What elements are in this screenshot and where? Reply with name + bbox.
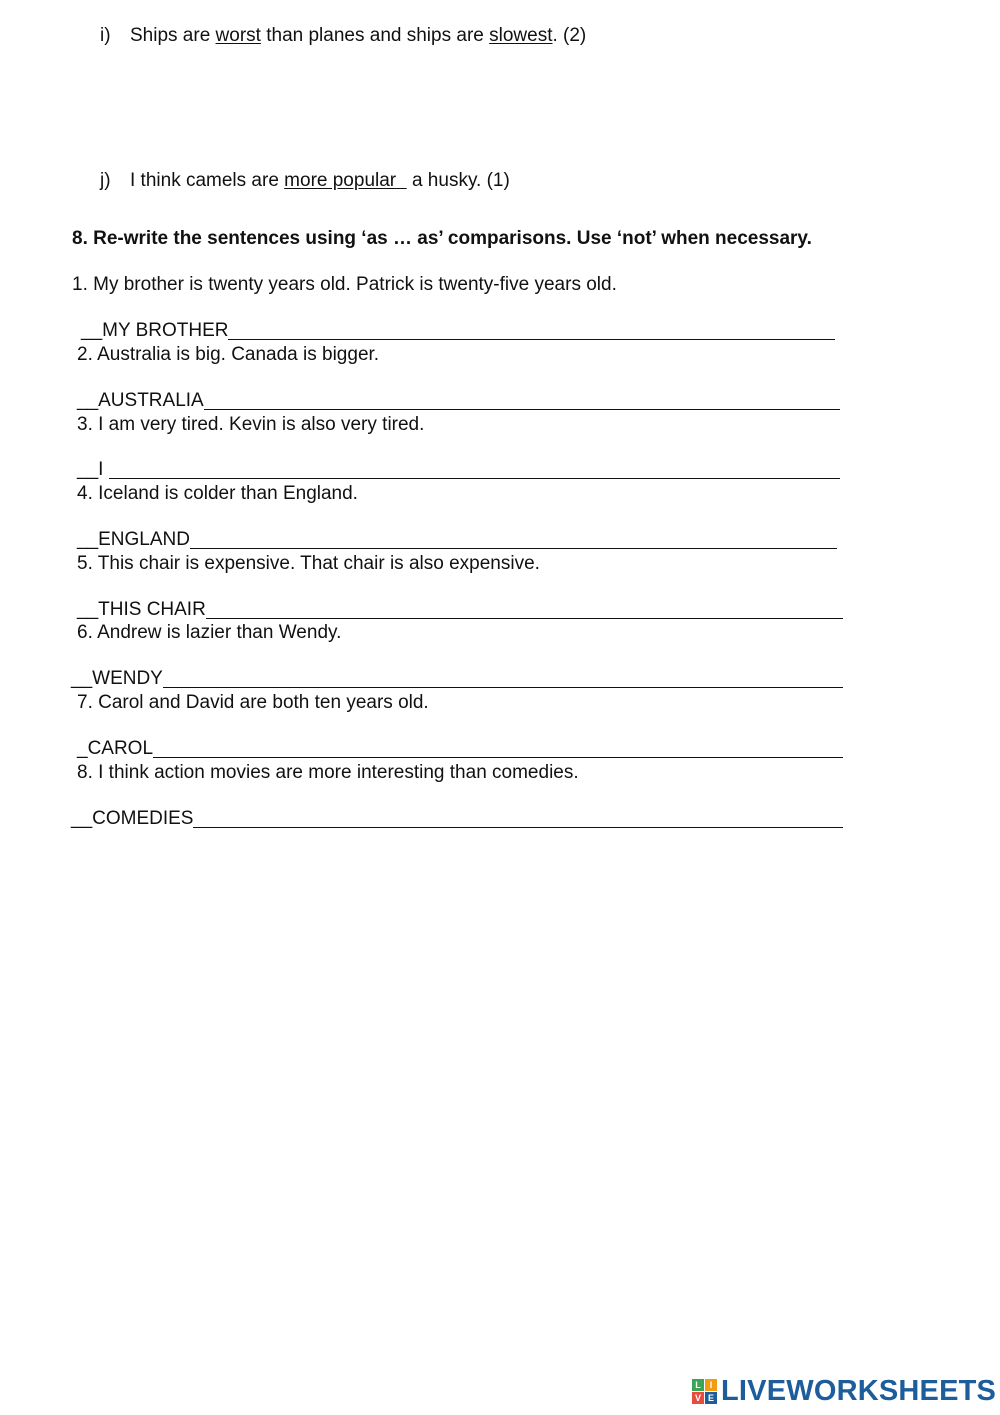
answer-input-4[interactable] — [194, 529, 841, 549]
answer-input-3[interactable] — [113, 459, 844, 479]
item-letter: j) — [100, 170, 111, 191]
exercise-heading: 8. Re-write the sentences using ‘as … as’ comparisons. Use ‘not’ when necessary. — [72, 228, 812, 249]
answer-starter: __AUSTRALIA — [77, 390, 204, 411]
item-points: . (2) — [552, 25, 587, 46]
answer-input-2[interactable] — [208, 390, 844, 410]
underlined-blank — [396, 170, 407, 191]
answer-blank — [153, 738, 843, 760]
answer-starter: __WENDY — [71, 668, 163, 689]
answer-row-2 — [77, 390, 840, 412]
item-text: I think camels are — [130, 170, 285, 191]
underlined-word: worst — [215, 25, 261, 46]
answer-row-6 — [71, 668, 843, 690]
item-i — [100, 25, 586, 47]
answer-input-1[interactable] — [232, 320, 839, 340]
underlined-word: more popular — [284, 170, 397, 191]
item-text: Ships are — [130, 25, 216, 46]
answer-row-3 — [77, 459, 840, 481]
prompt-5: 5. This chair is expensive. That chair is also expensive. — [77, 553, 540, 574]
answer-input-7[interactable] — [157, 738, 847, 758]
answer-input-5[interactable] — [210, 599, 847, 619]
prompt-2: 2. Australia is big. Canada is bigger. — [77, 344, 380, 365]
answer-blank — [228, 320, 835, 342]
logo-tile: I — [705, 1379, 717, 1391]
prompt-8: 8. I think action movies are more interesting than comedies. — [77, 762, 579, 783]
answer-starter: __ENGLAND — [77, 529, 190, 550]
logo-text: LIVEWORKSHEETS — [721, 1374, 997, 1407]
answer-starter: _CAROL — [77, 738, 154, 759]
answer-blank — [163, 668, 843, 690]
underlined-word: slowest — [489, 25, 553, 46]
answer-row-1 — [81, 320, 835, 342]
item-points: a husky. (1) — [406, 170, 510, 191]
liveworksheets-logo — [692, 1376, 996, 1406]
item-j — [100, 170, 510, 192]
answer-blank — [206, 599, 843, 621]
prompt-4: 4. Iceland is colder than England. — [77, 483, 358, 504]
answer-blank — [109, 459, 840, 481]
logo-tile: E — [705, 1392, 717, 1404]
item-letter: i) — [100, 25, 111, 46]
answer-row-5 — [77, 599, 843, 621]
answer-starter: __THIS CHAIR — [77, 599, 206, 620]
answer-row-7 — [77, 738, 843, 760]
answer-starter: __I — [77, 459, 109, 480]
prompt-6: 6. Andrew is lazier than Wendy. — [77, 622, 342, 643]
prompt-7: 7. Carol and David are both ten years old. — [77, 692, 429, 713]
answer-input-8[interactable] — [197, 808, 847, 828]
answer-row-8 — [71, 808, 843, 830]
answer-blank — [190, 529, 837, 551]
answer-starter: __COMEDIES — [71, 808, 194, 829]
logo-mark-icon — [692, 1379, 717, 1404]
answer-blank — [204, 390, 840, 412]
prompt-1: 1. My brother is twenty years old. Patrick is twenty-five years old. — [72, 274, 617, 295]
answer-starter: __MY BROTHER — [81, 320, 229, 341]
answer-input-6[interactable] — [167, 668, 847, 688]
answer-row-4 — [77, 529, 837, 551]
item-text: than planes and ships are — [260, 25, 490, 46]
logo-tile: L — [692, 1379, 704, 1391]
logo-tile: V — [692, 1392, 704, 1404]
answer-blank — [193, 808, 843, 830]
prompt-3: 3. I am very tired. Kevin is also very tired. — [77, 414, 425, 435]
